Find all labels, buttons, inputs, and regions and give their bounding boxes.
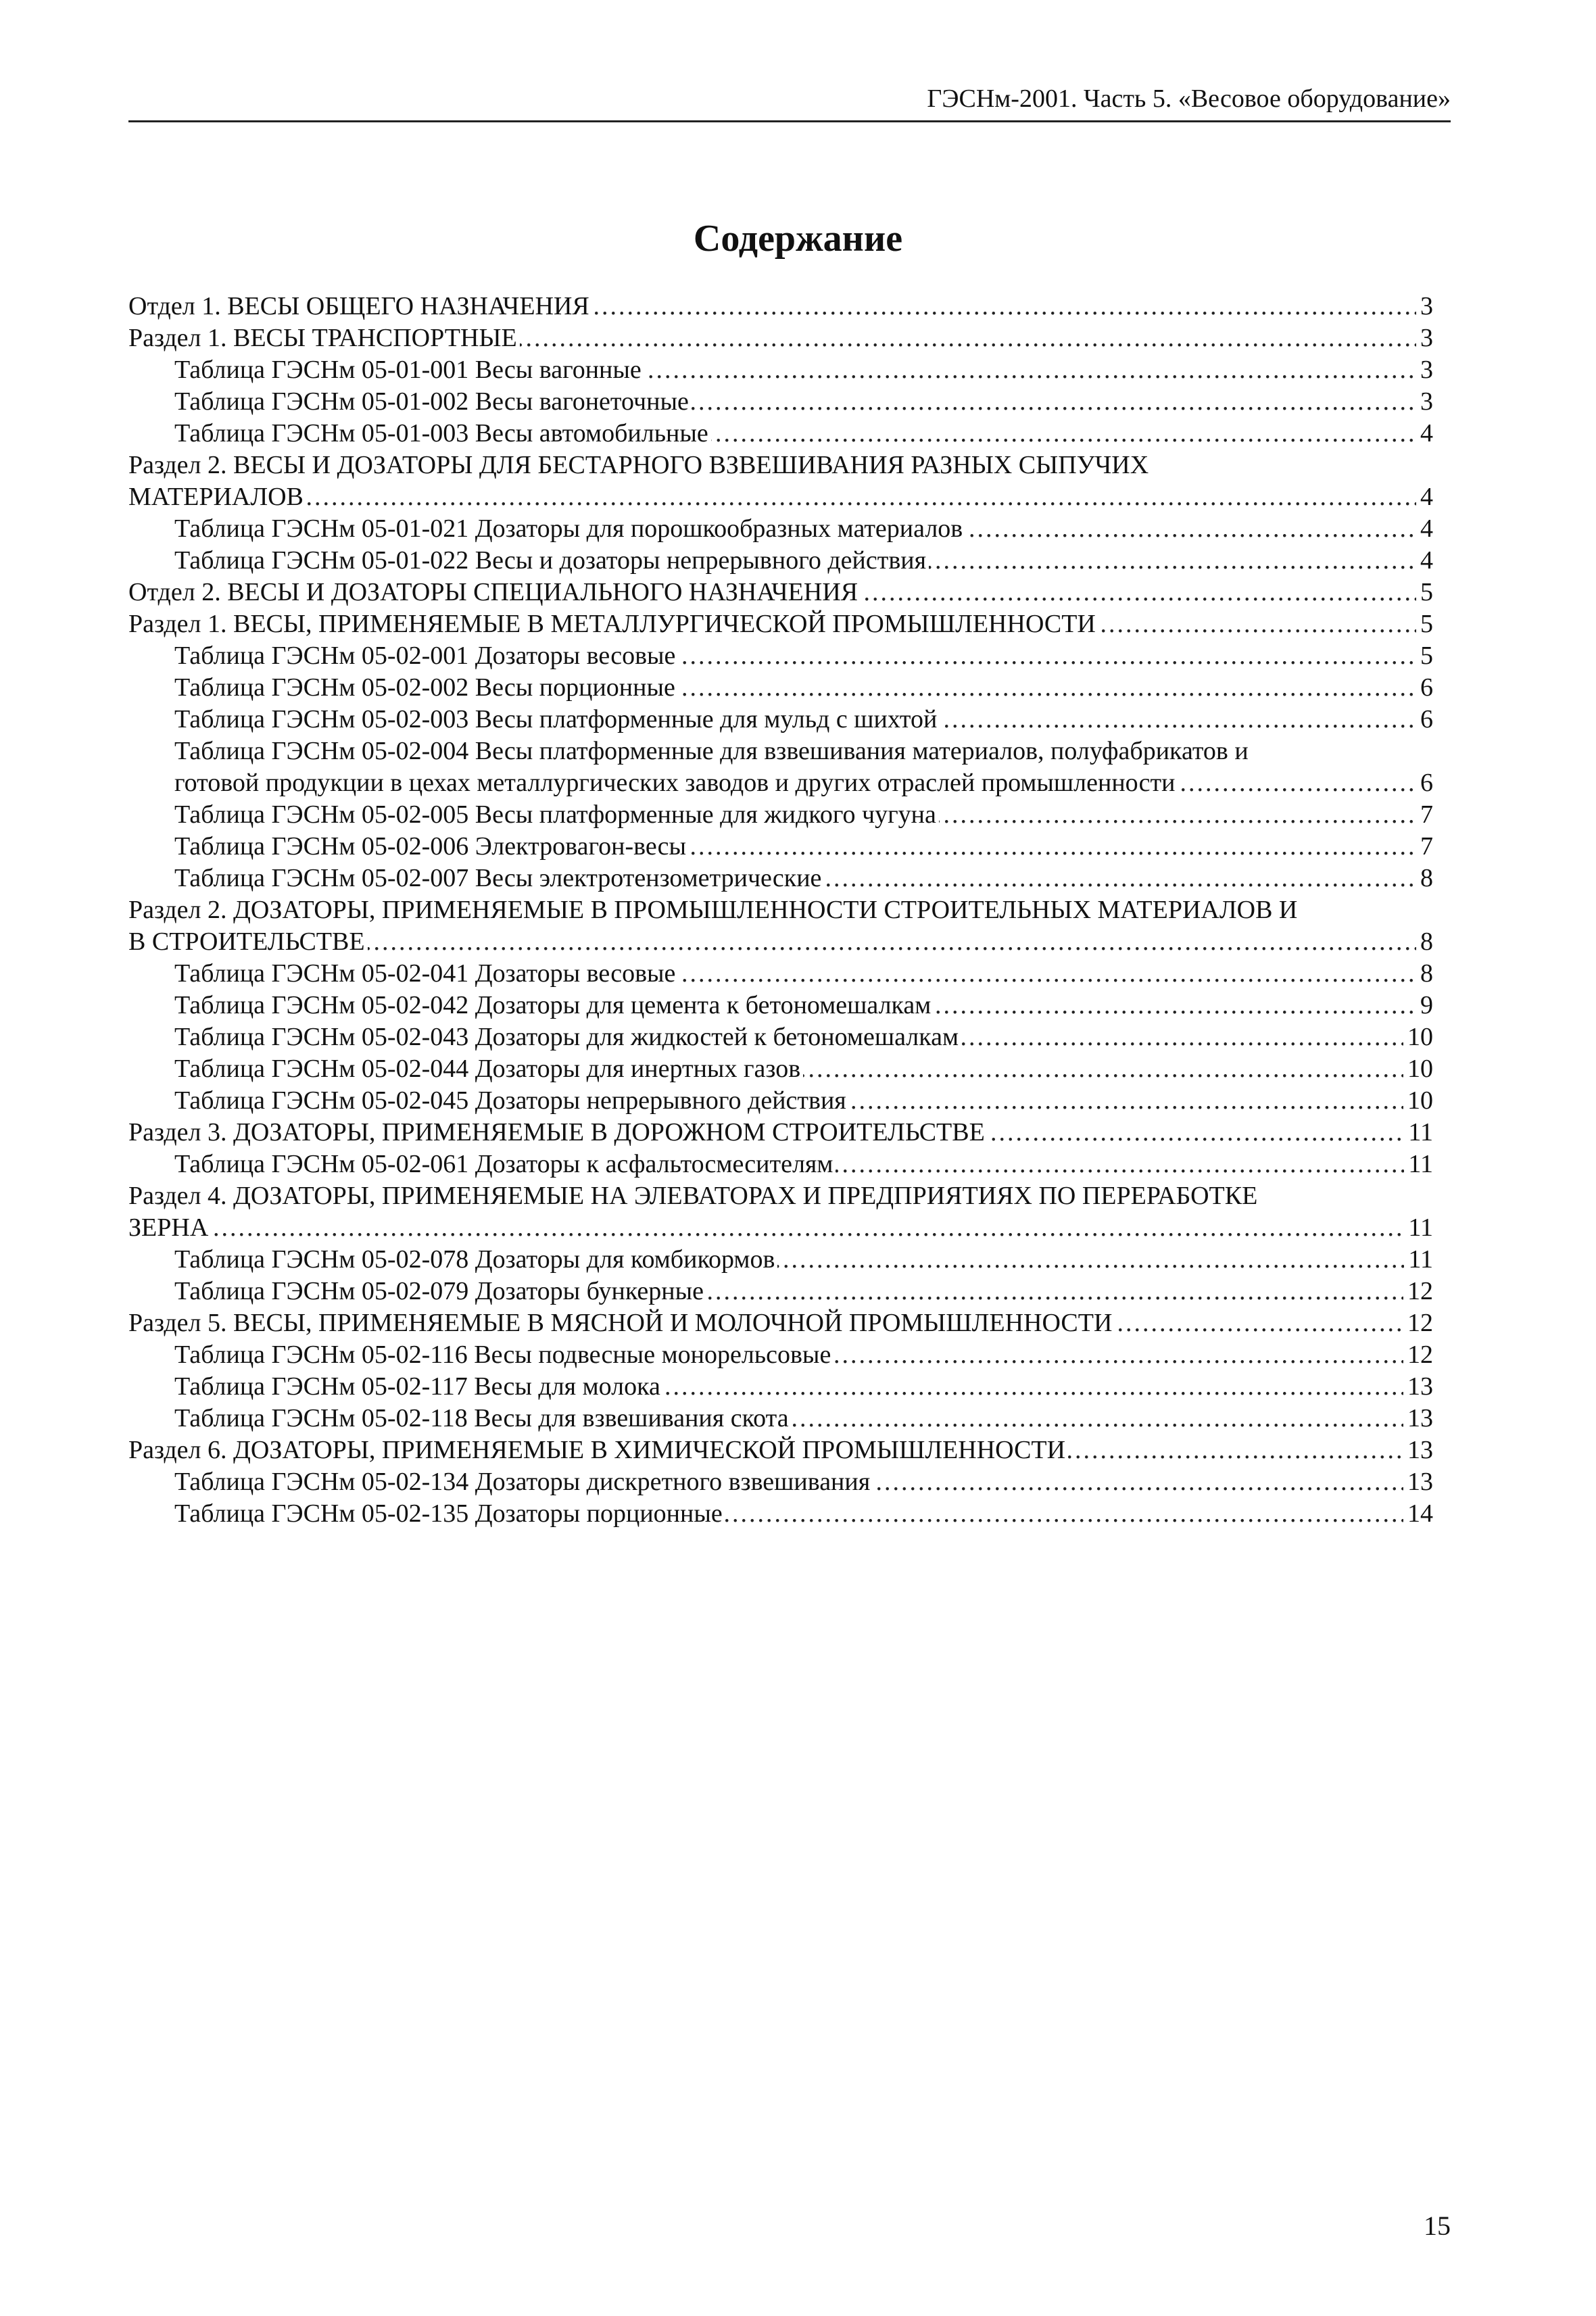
toc-entry-leader: [174, 1498, 1433, 1530]
toc-entry-text-line1: Раздел 2. ВЕСЫ И ДОЗАТОРЫ ДЛЯ БЕСТАРНОГО ВЗВЕШИВАНИЯ РАЗНЫХ СЫПУЧИХ: [128, 451, 1149, 479]
toc-entry-page: 4: [1416, 545, 1433, 577]
toc-entry-leader: [128, 577, 1433, 608]
toc-entry-text: Таблица ГЭСНм 05-02-002 Весы порционные: [174, 673, 678, 702]
toc-entry-leader: [174, 1053, 1433, 1085]
toc-entry-text-line1: Таблица ГЭСНм 05-02-004 Весы платформенные для взвешивания материалов, полуфабрикатов и: [174, 737, 1249, 765]
toc-entry-text: Таблица ГЭСНм 05-02-003 Весы платформенные для мульд с шихтой: [174, 705, 940, 733]
running-header: [128, 80, 1451, 122]
toc-entry-text: Таблица ГЭСНм 05-02-117 Весы для молока: [174, 1372, 663, 1401]
toc-entry-section[interactable]: [128, 291, 1433, 322]
toc-entry-text: Таблица ГЭСНм 05-01-001 Весы вагонные: [174, 356, 644, 384]
toc-entry-page: 8: [1416, 958, 1433, 990]
toc-entry-table[interactable]: [128, 704, 1433, 735]
toc-entry-leader: [174, 545, 1433, 577]
toc-entry-page: 11: [1404, 1244, 1433, 1276]
toc-entry-table[interactable]: [128, 1149, 1433, 1180]
toc-entry-table[interactable]: [128, 1021, 1433, 1053]
running-header-title: ГЭСНм-2001. Часть 5. «Весовое оборудование»: [927, 85, 1451, 113]
toc-entry-text: готовой продукции в цехах металлургических заводов и других отраслей промышленности: [174, 769, 1178, 797]
toc-entry-text: Таблица ГЭСНм 05-02-006 Электровагон-весы: [174, 832, 689, 861]
toc-entry-table[interactable]: [128, 545, 1433, 577]
toc-entry-leader: [174, 640, 1433, 672]
toc-entry-text: Таблица ГЭСНм 05-01-021 Дозаторы для порошкообразных материалов: [174, 514, 965, 543]
toc-entry-leader: [128, 1307, 1433, 1339]
toc-entry-leader: [174, 1149, 1433, 1180]
toc-entry-table[interactable]: [128, 418, 1433, 450]
toc-entry-page: 7: [1416, 799, 1433, 831]
toc-entry-text: Таблица ГЭСНм 05-02-007 Весы электротензометрические: [174, 864, 824, 892]
toc-entry-page: 3: [1416, 322, 1433, 354]
toc-entry-section[interactable]: [128, 450, 1433, 513]
toc-entry-page: 13: [1403, 1371, 1433, 1403]
toc-entry-leader: [128, 481, 1433, 513]
toc-entry-text: Таблица ГЭСНм 05-01-003 Весы автомобильные: [174, 419, 711, 448]
toc-entry-table[interactable]: [128, 1244, 1433, 1276]
toc-entry-text: Раздел 1. ВЕСЫ ТРАНСПОРТНЫЕ: [128, 324, 520, 352]
toc-entry-table[interactable]: [128, 1466, 1433, 1498]
toc-entry-text: Таблица ГЭСНм 05-01-022 Весы и дозаторы непрерывного действия: [174, 546, 929, 575]
toc-entry-page: 9: [1416, 990, 1433, 1021]
toc-entry-page: 6: [1416, 672, 1433, 704]
toc-entry-leader: [174, 672, 1433, 704]
toc-entry-text-line1: Раздел 2. ДОЗАТОРЫ, ПРИМЕНЯЕМЫЕ В ПРОМЫШЛЕННОСТИ СТРОИТЕЛЬНЫХ МАТЕРИАЛОВ И: [128, 896, 1298, 924]
toc-entry-leader: [174, 1276, 1433, 1307]
toc-entry-text: Таблица ГЭСНм 05-02-061 Дозаторы к асфальтосмесителям: [174, 1150, 836, 1178]
toc-entry-table[interactable]: [128, 990, 1433, 1021]
toc-entry-text: ЗЕРНА: [128, 1213, 211, 1242]
toc-entry-page: 5: [1416, 608, 1433, 640]
toc-entry-page: 7: [1416, 831, 1433, 863]
toc-entry-text: Таблица ГЭСНм 05-01-002 Весы вагонеточные: [174, 387, 692, 416]
toc-entry-page: 5: [1416, 640, 1433, 672]
toc-entry-leader: [174, 1339, 1433, 1371]
toc-entry-text: Таблица ГЭСНм 05-02-005 Весы платформенные для жидкого чугуна: [174, 800, 939, 829]
toc-entry-text-line1: Раздел 4. ДОЗАТОРЫ, ПРИМЕНЯЕМЫЕ НА ЭЛЕВАТОРАХ И ПРЕДПРИЯТИЯХ ПО ПЕРЕРАБОТКЕ: [128, 1182, 1258, 1210]
toc-entry-section[interactable]: [128, 1180, 1433, 1244]
toc-entry-leader: [174, 704, 1433, 735]
toc-entry-text: Отдел 1. ВЕСЫ ОБЩЕГО НАЗНАЧЕНИЯ: [128, 292, 592, 320]
toc-entry-table[interactable]: [128, 1403, 1433, 1434]
toc-entry-leader: [174, 418, 1433, 450]
toc-entry-page: 11: [1404, 1149, 1433, 1180]
toc-entry-text: Раздел 3. ДОЗАТОРЫ, ПРИМЕНЯЕМЫЕ В ДОРОЖНОМ СТРОИТЕЛЬСТВЕ: [128, 1118, 988, 1147]
toc-entry-page: 6: [1416, 767, 1433, 799]
toc-entry-leader: [128, 1434, 1433, 1466]
toc-entry-section[interactable]: [128, 894, 1433, 958]
toc-entry-text: Таблица ГЭСНм 05-02-079 Дозаторы бункерные: [174, 1277, 706, 1305]
toc-entry-leader: [128, 926, 1433, 958]
toc-entry-table[interactable]: [128, 1498, 1433, 1530]
toc-entry-leader: [174, 958, 1433, 990]
toc-entry-table[interactable]: [128, 513, 1433, 545]
toc-entry-text: Таблица ГЭСНм 05-02-001 Дозаторы весовые: [174, 642, 678, 670]
toc-entry-leader: [174, 799, 1433, 831]
toc-entry-page: 11: [1404, 1117, 1433, 1149]
toc-entry-text: Таблица ГЭСНм 05-02-078 Дозаторы для комбикормов: [174, 1245, 777, 1274]
toc-entry-table[interactable]: [128, 1371, 1433, 1403]
toc-entry-leader: [174, 513, 1433, 545]
toc-entry-leader: [128, 1212, 1433, 1244]
toc-entry-page: 8: [1416, 926, 1433, 958]
toc-entry-table[interactable]: [128, 672, 1433, 704]
toc-entry-text: Таблица ГЭСНм 05-02-134 Дозаторы дискретного взвешивания: [174, 1468, 873, 1496]
toc-entry-page: 10: [1403, 1085, 1433, 1117]
toc-entry-text: Раздел 5. ВЕСЫ, ПРИМЕНЯЕМЫЕ В МЯСНОЙ И МОЛОЧНОЙ ПРОМЫШЛЕННОСТИ: [128, 1309, 1115, 1337]
toc-entry-leader: [128, 291, 1433, 322]
toc-entry-page: 13: [1403, 1434, 1433, 1466]
toc-entry-table[interactable]: [128, 1339, 1433, 1371]
toc-entry-page: 4: [1416, 481, 1433, 513]
toc-entry-text: Раздел 1. ВЕСЫ, ПРИМЕНЯЕМЫЕ В МЕТАЛЛУРГИЧЕСКОЙ ПРОМЫШЛЕННОСТИ: [128, 610, 1098, 638]
toc-entry-section[interactable]: [128, 577, 1433, 608]
toc-entry-leader: [174, 1466, 1433, 1498]
toc-entry-text: Таблица ГЭСНм 05-02-043 Дозаторы для жидкостей к бетономешалкам: [174, 1023, 961, 1051]
toc-entry-text: МАТЕРИАЛОВ: [128, 483, 306, 511]
toc-entry-leader: [174, 863, 1433, 894]
toc-entry-page: 4: [1416, 418, 1433, 450]
toc-entry-page: 13: [1403, 1466, 1433, 1498]
toc-entry-page: 4: [1416, 513, 1433, 545]
toc-entry-leader: [174, 1021, 1433, 1053]
toc-entry-page: 10: [1403, 1053, 1433, 1085]
toc-entry-section[interactable]: [128, 1307, 1433, 1339]
toc-entry-leader: [174, 1403, 1433, 1434]
toc-entry-table[interactable]: [128, 735, 1433, 799]
toc-entry-leader: [174, 990, 1433, 1021]
toc-entry-text: Таблица ГЭСНм 05-02-042 Дозаторы для цемента к бетономешалкам: [174, 991, 934, 1019]
toc-entry-leader: [128, 608, 1433, 640]
toc-entry-table[interactable]: [128, 386, 1433, 418]
toc-entry-text: Таблица ГЭСНм 05-02-116 Весы подвесные монорельсовые: [174, 1341, 833, 1369]
toc-entry-text: Отдел 2. ВЕСЫ И ДОЗАТОРЫ СПЕЦИАЛЬНОГО НАЗНАЧЕНИЯ: [128, 578, 861, 606]
toc-entry-text: Таблица ГЭСНм 05-02-118 Весы для взвешивания скота: [174, 1404, 792, 1432]
toc-entry-leader: [128, 1117, 1433, 1149]
toc-entry-page: 8: [1416, 863, 1433, 894]
toc-entry-table[interactable]: [128, 1276, 1433, 1307]
toc-entry-leader: [174, 1244, 1433, 1276]
toc-entry-leader: [174, 767, 1433, 799]
toc-entry-table[interactable]: [128, 1053, 1433, 1085]
toc-entry-page: 12: [1403, 1307, 1433, 1339]
table-of-contents: [128, 291, 1433, 1530]
toc-entry-leader: [174, 386, 1433, 418]
toc-entry-page: 14: [1403, 1498, 1433, 1530]
toc-entry-page: 3: [1416, 291, 1433, 322]
toc-entry-section[interactable]: [128, 1117, 1433, 1149]
toc-entry-text: Таблица ГЭСНм 05-02-044 Дозаторы для инертных газов: [174, 1055, 803, 1083]
toc-entry-section[interactable]: [128, 322, 1433, 354]
toc-entry-leader: [128, 322, 1433, 354]
toc-entry-page: 3: [1416, 386, 1433, 418]
toc-entry-table[interactable]: [128, 640, 1433, 672]
toc-entry-page: 6: [1416, 704, 1433, 735]
toc-entry-page: 12: [1403, 1276, 1433, 1307]
toc-entry-leader: [174, 354, 1433, 386]
toc-entry-section[interactable]: [128, 608, 1433, 640]
toc-entry-leader: [174, 831, 1433, 863]
toc-entry-table[interactable]: [128, 799, 1433, 831]
toc-entry-table[interactable]: [128, 1085, 1433, 1117]
toc-entry-text: Таблица ГЭСНм 05-02-135 Дозаторы порционные: [174, 1499, 725, 1528]
toc-entry-leader: [174, 1085, 1433, 1117]
toc-entry-text: Раздел 6. ДОЗАТОРЫ, ПРИМЕНЯЕМЫЕ В ХИМИЧЕСКОЙ ПРОМЫШЛЕННОСТИ: [128, 1436, 1068, 1464]
toc-entry-page: 13: [1403, 1403, 1433, 1434]
toc-entry-leader: [174, 1371, 1433, 1403]
toc-entry-page: 5: [1416, 577, 1433, 608]
page-title: Содержание: [693, 218, 903, 260]
toc-entry-page: 11: [1404, 1212, 1433, 1244]
toc-entry-table[interactable]: [128, 863, 1433, 894]
toc-entry-section[interactable]: [128, 1434, 1433, 1466]
toc-entry-table[interactable]: [128, 958, 1433, 990]
toc-entry-page: 10: [1403, 1021, 1433, 1053]
toc-entry-table[interactable]: [128, 831, 1433, 863]
page-number: 15: [1424, 2211, 1451, 2241]
toc-entry-page: 12: [1403, 1339, 1433, 1371]
toc-entry-text: Таблица ГЭСНм 05-02-041 Дозаторы весовые: [174, 959, 678, 988]
toc-entry-text: Таблица ГЭСНм 05-02-045 Дозаторы непрерывного действия: [174, 1086, 849, 1115]
toc-entry-page: 3: [1416, 354, 1433, 386]
toc-entry-text: В СТРОИТЕЛЬСТВЕ: [128, 927, 368, 956]
toc-entry-table[interactable]: [128, 354, 1433, 386]
